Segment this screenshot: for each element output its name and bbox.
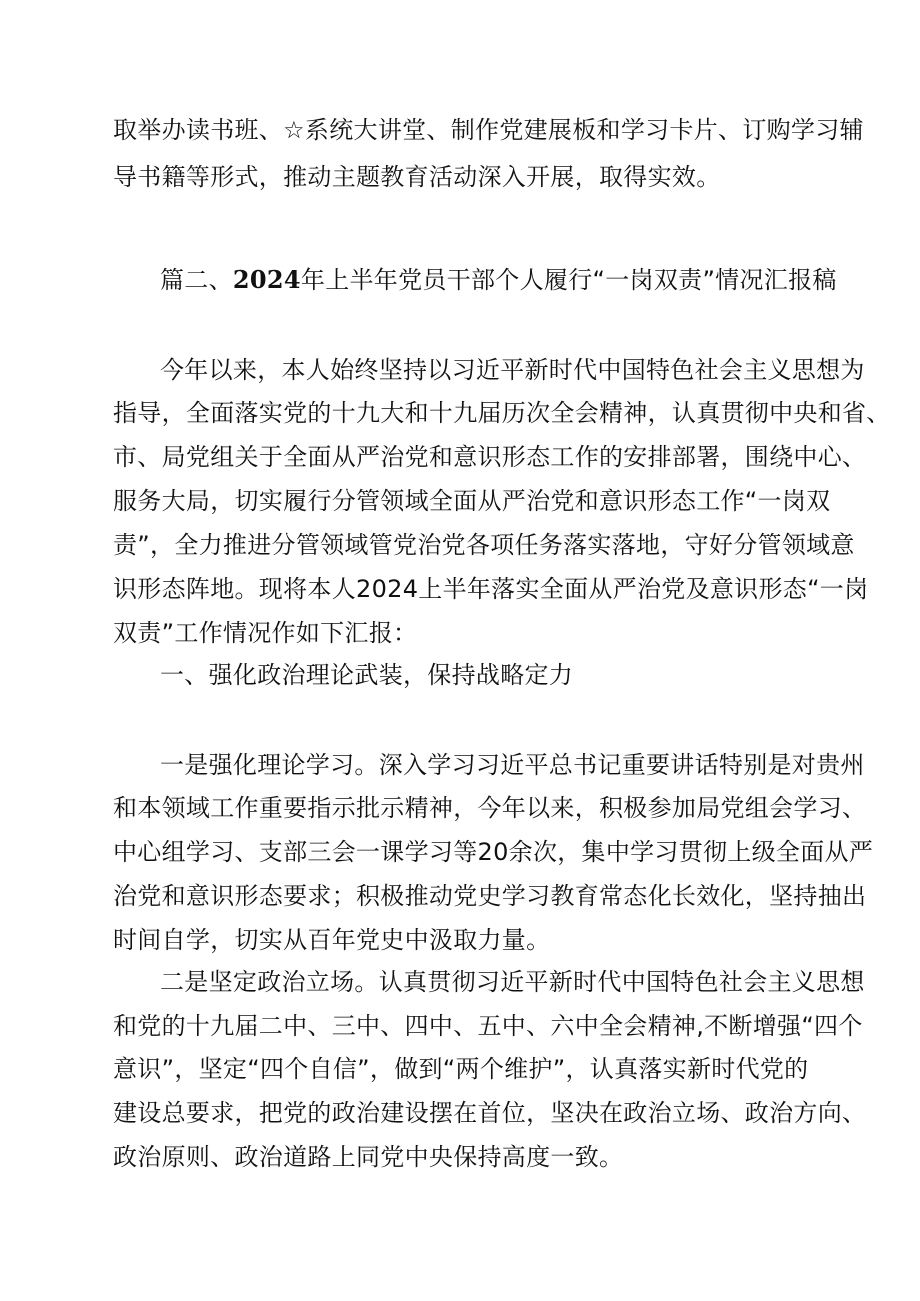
intro-line-2: 导书籍等形式，推动主题教育活动深入开展，取得实效。 [113, 163, 721, 191]
paragraph2-line-5: 时间自学，切实从百年党史中汲取力量。 [113, 926, 551, 954]
paragraph3-line-3: 意识”，坚定“四个自信”，做到“两个维护”，认真落实新时代党的 [113, 1055, 809, 1083]
section-heading-1: 一、强化政治理论武装，保持战略定力 [160, 661, 574, 689]
paragraph2-line-2: 和本领域工作重要指示批示精神，今年以来，积极参加局党组会学习、 [113, 794, 867, 822]
title-year: 2024 [232, 265, 301, 294]
paragraph1-line-3: 市、局党组关于全面从严治党和意识形态工作的安排部署，围绕中心、 [113, 443, 867, 471]
intro-line-1: 取举办读书班、☆系统大讲堂、制作党建展板和学习卡片、订购学习辅 [113, 116, 864, 144]
paragraph1-line-6: 识形态阵地。现将本人2024上半年落实全面从严治党及意识形态“一岗 [113, 575, 869, 603]
paragraph3-line-1: 二是坚定政治立场。认真贯彻习近平新时代中国特色社会主义思想 [160, 968, 865, 996]
title-rest: 年上半年党员干部个人履行“一岗双责”情况汇报稿 [300, 266, 837, 294]
paragraph2-line-1: 一是强化理论学习。深入学习习近平总书记重要讲话特别是对贵州 [160, 751, 865, 779]
document-title [160, 265, 837, 295]
paragraph3-line-4: 建设总要求，把党的政治建设摆在首位，坚决在政治立场、政治方向、 [113, 1099, 867, 1127]
title-prefix: 篇二、 [160, 266, 233, 294]
paragraph3-line-2: 和党的十九届二中、三中、四中、五中、六中全会精神,不断增强“四个 [113, 1012, 863, 1040]
paragraph2-line-4: 治党和意识形态要求；积极推动党史学习教育常态化长效化，坚持抽出 [113, 882, 867, 910]
paragraph2-line-3: 中心组学习、支部三会一课学习等20余次，集中学习贯彻上级全面从严 [113, 838, 874, 866]
paragraph3-line-5: 政治原则、政治道路上同党中央保持高度一致。 [113, 1143, 624, 1171]
paragraph1-line-7: 双责”工作情况作如下汇报： [113, 619, 418, 647]
paragraph1-line-2: 指导，全面落实党的十九大和十九届历次全会精神，认真贯彻中央和省、 [113, 399, 891, 427]
paragraph1-line-5: 责”，全力推进分管领域管党治党各项任务落实落地，守好分管领域意 [113, 531, 855, 559]
paragraph1-line-4: 服务大局，切实履行分管领域全面从严治党和意识形态工作“一岗双 [113, 487, 831, 515]
paragraph1-line-1: 今年以来，本人始终坚持以习近平新时代中国特色社会主义思想为 [160, 356, 865, 384]
